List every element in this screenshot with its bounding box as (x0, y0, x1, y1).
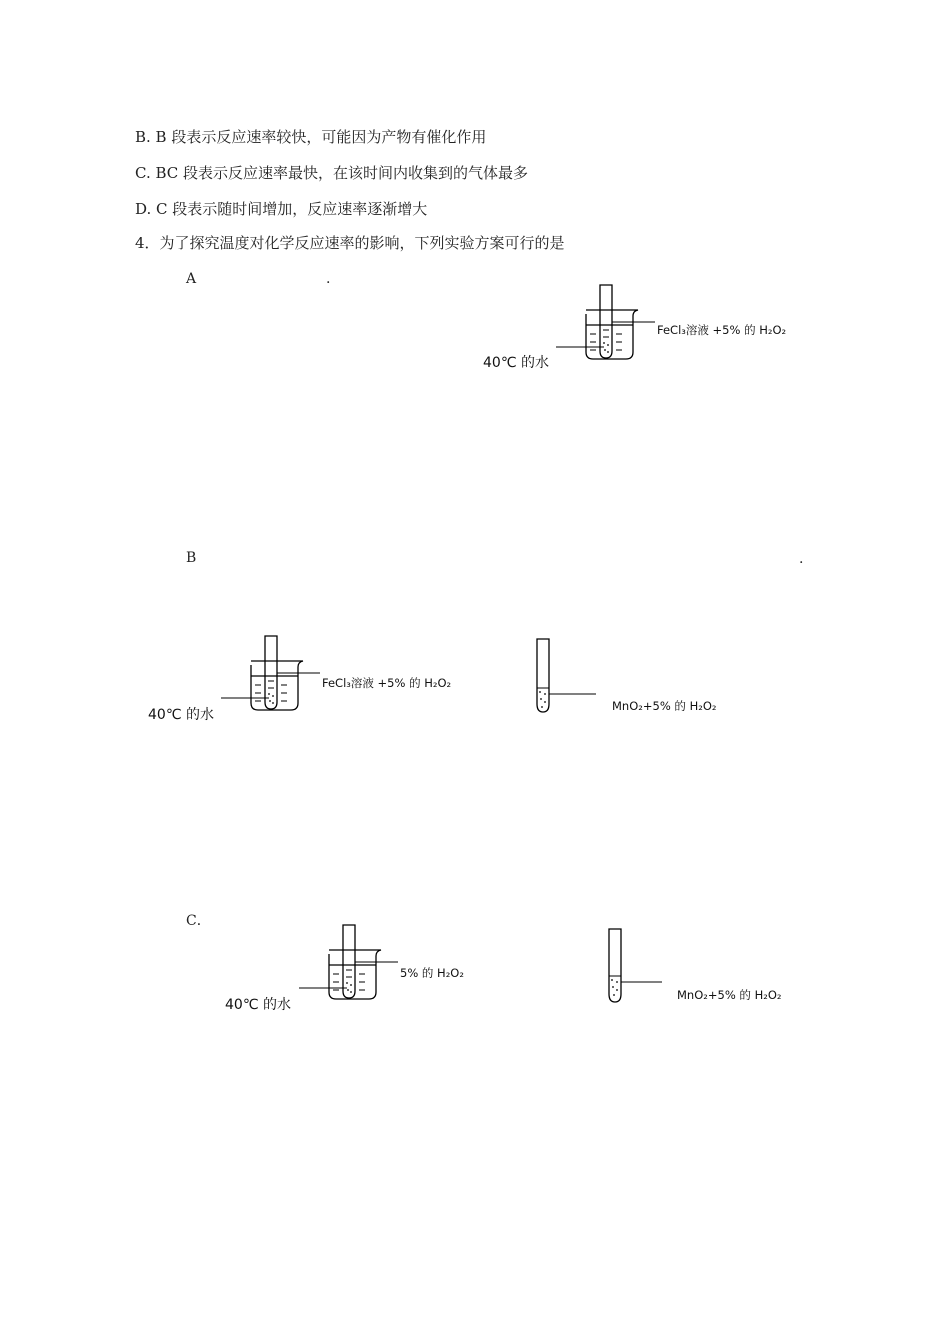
option-b-tube-label: MnO₂+5% 的 H₂O₂ (612, 699, 717, 713)
option-a-water-label: 40℃ 的水 (483, 355, 549, 371)
option-c-tube-label: MnO₂+5% 的 H₂O₂ (677, 988, 782, 1002)
choice-d: D. C 段表示随时间增加，反应速率逐渐增大 (135, 200, 428, 218)
choice-c: C. BC 段表示反应速率最快，在该时间内收集到的气体最多 (135, 164, 529, 182)
option-b-solution-label: FeCl₃溶液 +5% 的 H₂O₂ (322, 676, 452, 690)
test-tube-c (602, 926, 682, 1006)
option-c-letter: C． (186, 913, 211, 929)
option-b-letter: B (186, 550, 197, 566)
option-a-solution-label: FeCl₃溶液 +5% 的 H₂O₂ (657, 323, 787, 337)
option-c-water-label: 40℃ 的水 (225, 997, 291, 1013)
question-4-stem: 4．为了探究温度对化学反应速率的影响，下列实验方案可行的是 (135, 234, 565, 252)
option-a-dot: . (326, 271, 331, 287)
option-c-solution-label: 5% 的 H₂O₂ (400, 966, 464, 980)
test-tube-b (530, 636, 610, 716)
option-a-letter: A (186, 271, 197, 287)
choice-b: B. B 段表示反应速率较快，可能因为产物有催化作用 (135, 128, 487, 146)
option-b-dot: . (799, 551, 804, 567)
option-b-water-label: 40℃ 的水 (148, 707, 214, 723)
